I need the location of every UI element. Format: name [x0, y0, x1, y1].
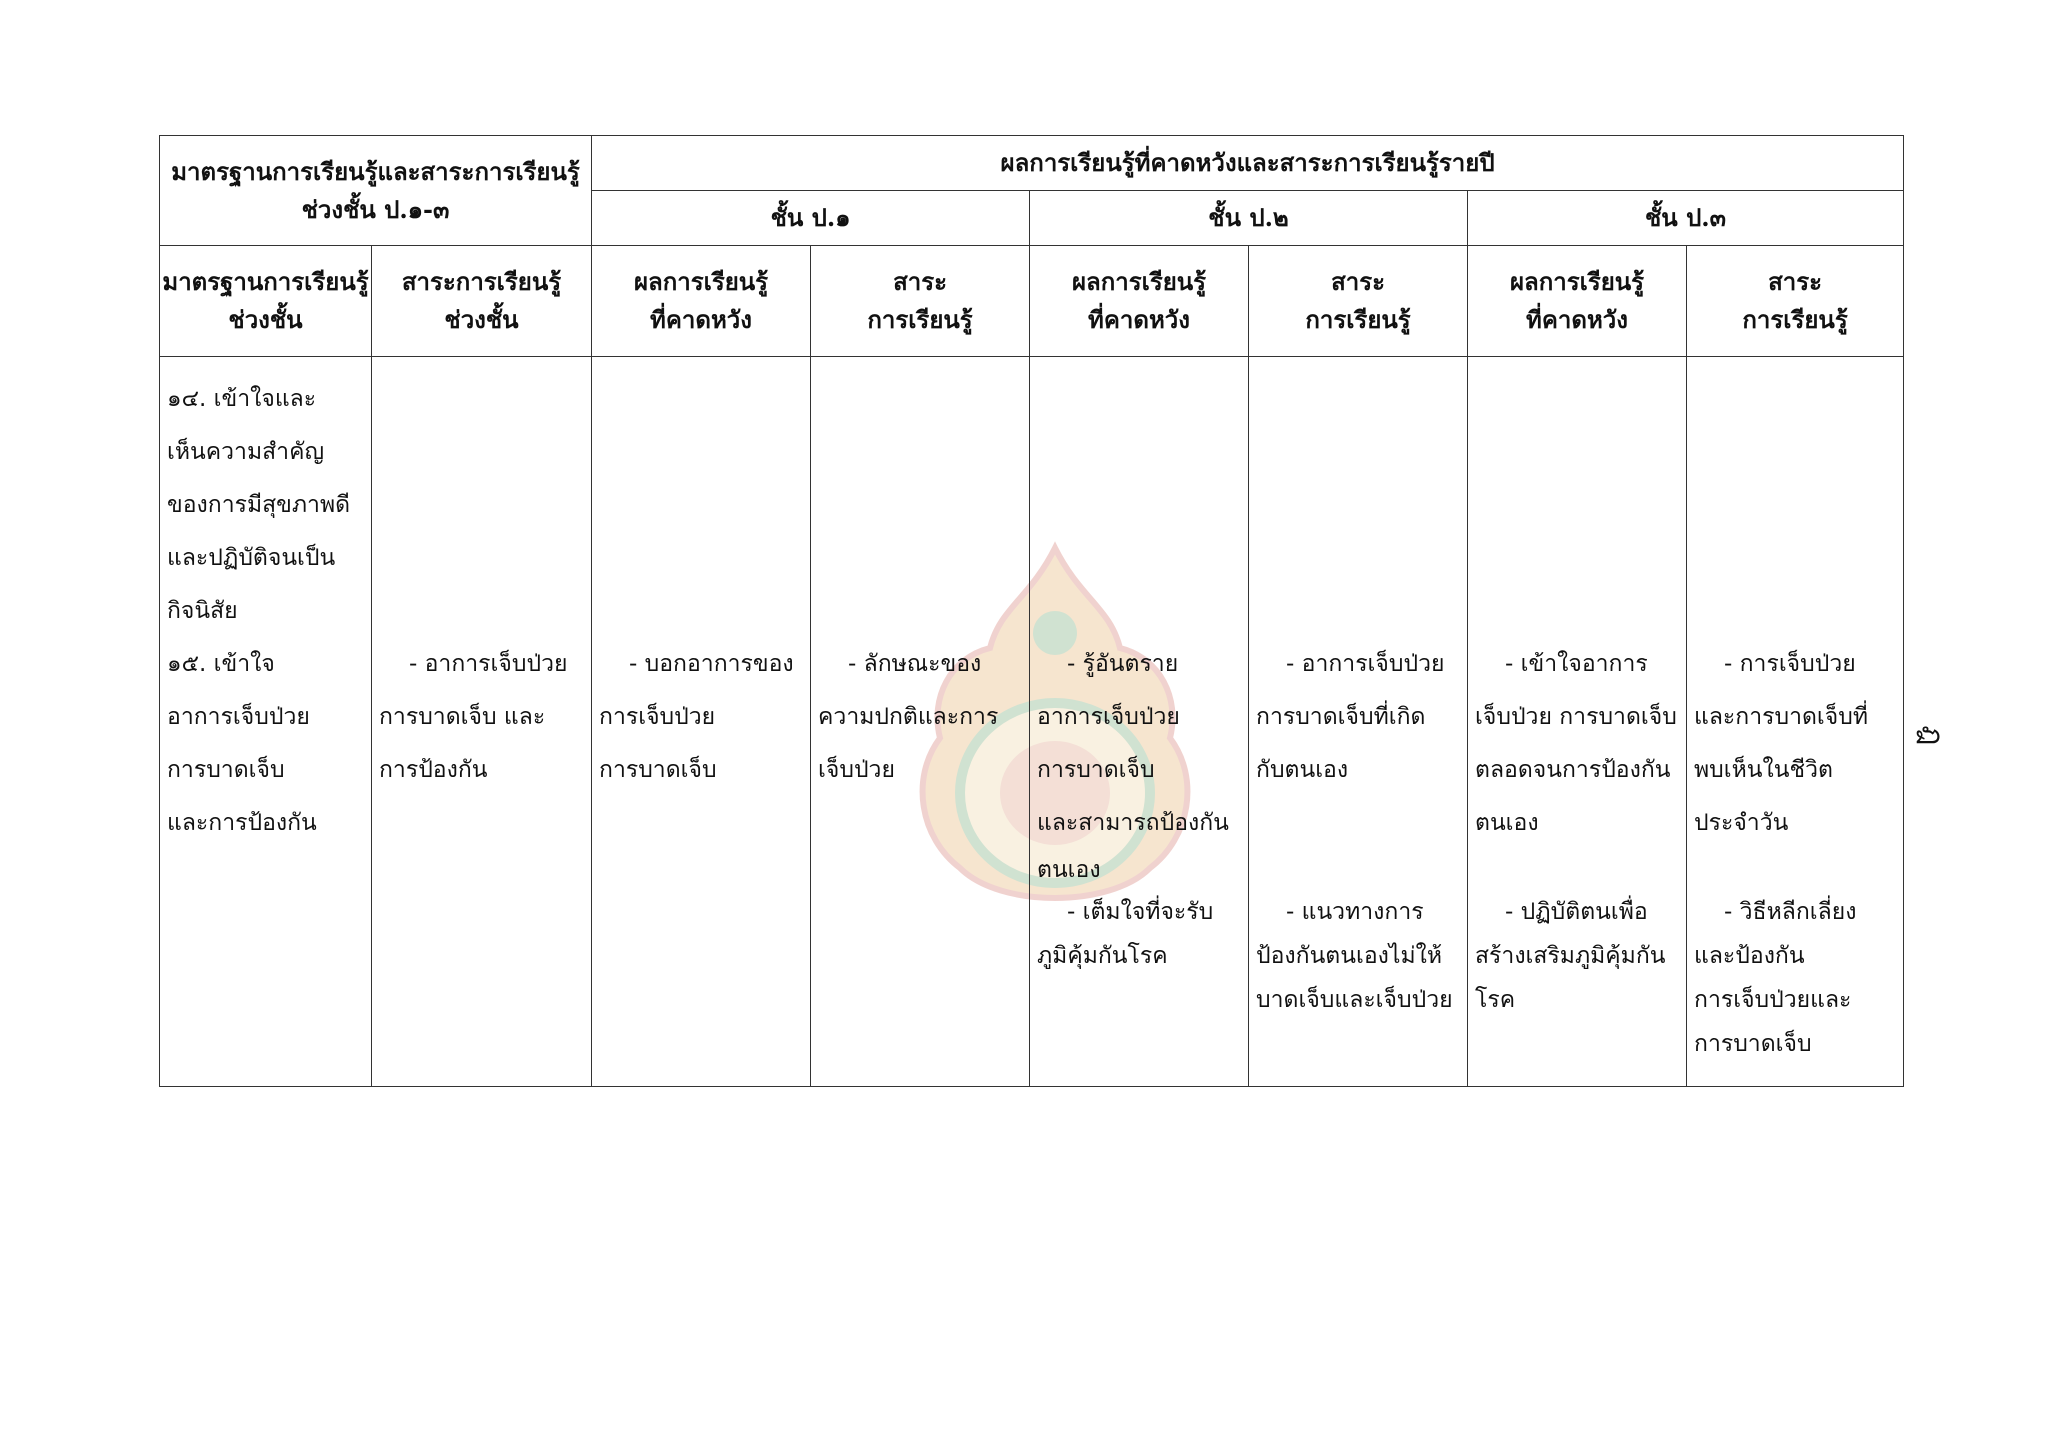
p3-outcome-cell: - เข้าใจอาการ เจ็บป่วย การบาดเจ็บ ตลอดจนการป้องกัน ตนเอง - ปฏิบัติตนเพื่อ สร้างเสริมภูมิคุ้มกัน โรค [1468, 357, 1687, 1087]
p1-outcome-cell: - บอกอาการของ การเจ็บป่วย การบาดเจ็บ [592, 357, 811, 1087]
header-standards-title: มาตรฐานการเรียนรู้และสาระการเรียนรู้ ช่วงชั้น ป.๑-๓ [160, 136, 592, 246]
curriculum-table [159, 135, 1904, 1087]
grade-header-p1: ชั้น ป.๑ [592, 191, 1030, 246]
column-header-p1-outcome: ผลการเรียนรู้ ที่คาดหวัง [592, 246, 811, 357]
content-cell: - อาการเจ็บป่วย การบาดเจ็บ และ การป้องกัน [372, 357, 592, 1087]
column-header-p2-outcome: ผลการเรียนรู้ ที่คาดหวัง [1030, 246, 1249, 357]
column-header-p2-topic: สาระ การเรียนรู้ [1249, 246, 1468, 357]
p2-topic-cell: - อาการเจ็บป่วย การบาดเจ็บที่เกิด กับตนเอง - แนวทางการ ป้องกันตนเองไม่ให้ บาดเจ็บและเจ็บป่วย [1249, 357, 1468, 1087]
p1-topic-cell: - ลักษณะของ ความปกติและการ เจ็บป่วย [811, 357, 1030, 1087]
standard-cell: ๑๔. เข้าใจและ เห็นความสำคัญ ของการมีสุขภาพดี และปฏิบัติจนเป็น กิจนิสัย ๑๕. เข้าใจ อาการเจ็บป่วย การบาดเจ็บ และการป้องกัน [160, 357, 372, 1087]
p2-outcome-cell: - รู้อันตราย อาการเจ็บป่วย การบาดเจ็บ และสามารถป้องกัน ตนเอง - เต็มใจที่จะรับ ภูมิคุ้มกันโรค [1030, 357, 1249, 1087]
column-header-p1-topic: สาระ การเรียนรู้ [811, 246, 1030, 357]
p3-topic-cell: - การเจ็บป่วย และการบาดเจ็บที่ พบเห็นในชีวิต ประจำวัน - วิธีหลีกเลี่ยง และป้องกัน การเจ็บป่วยและ การบาดเจ็บ [1687, 357, 1904, 1087]
column-header-standard: มาตรฐานการเรียนรู้ ช่วงชั้น [160, 246, 372, 357]
column-header-content: สาระการเรียนรู้ ช่วงชั้น [372, 246, 592, 357]
header-yearly-title: ผลการเรียนรู้ที่คาดหวังและสาระการเรียนรู้รายปี [592, 136, 1904, 191]
page-number-marker: ฎ [1914, 725, 1950, 746]
grade-header-p3: ชั้น ป.๓ [1468, 191, 1904, 246]
grade-header-p2: ชั้น ป.๒ [1030, 191, 1468, 246]
column-header-p3-outcome: ผลการเรียนรู้ ที่คาดหวัง [1468, 246, 1687, 357]
column-header-p3-topic: สาระ การเรียนรู้ [1687, 246, 1904, 357]
